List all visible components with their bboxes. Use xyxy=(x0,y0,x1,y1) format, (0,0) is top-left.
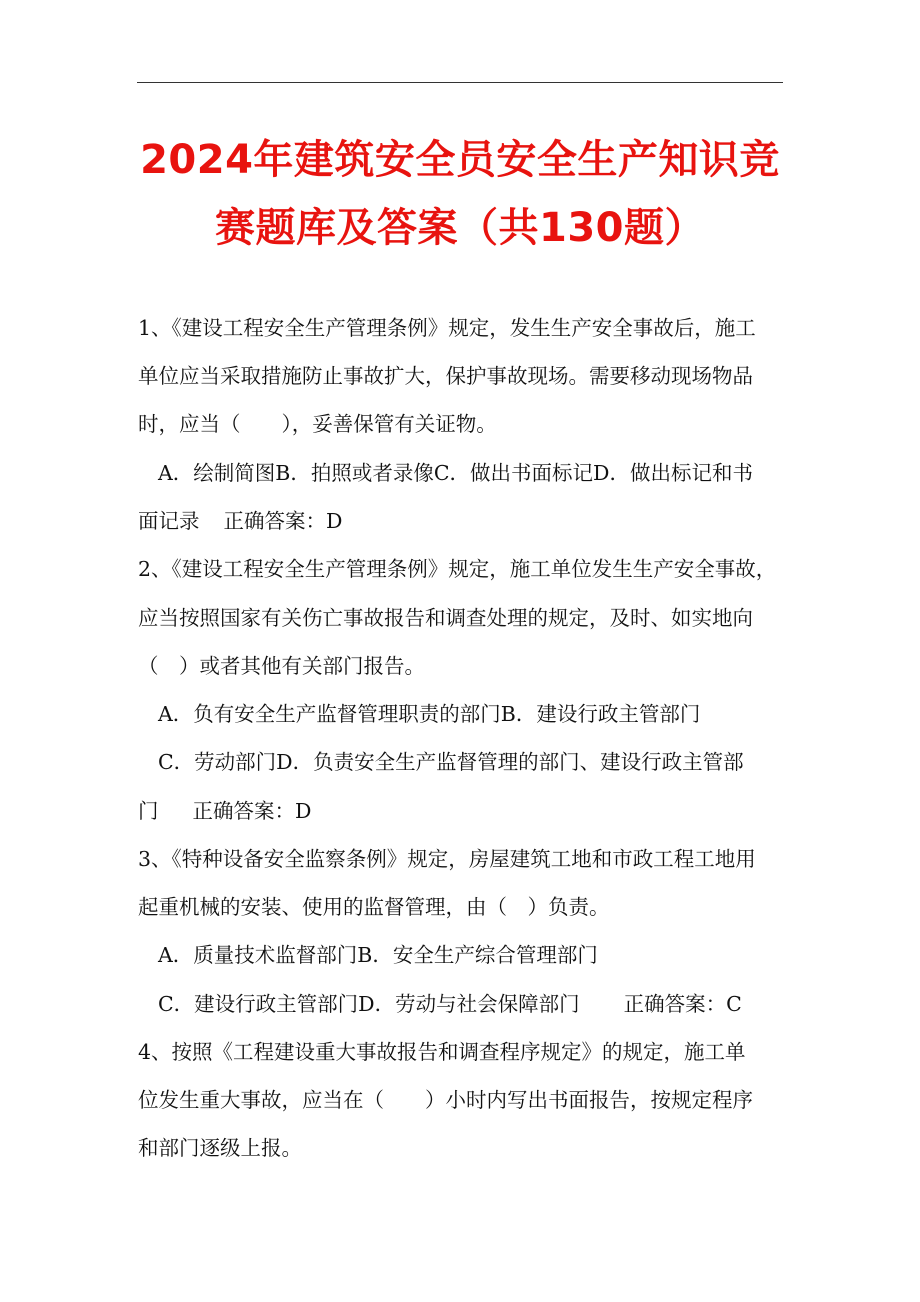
question-1-line-3: 时，应当（ ），妥善保管有关证物。 xyxy=(138,412,497,436)
question-1-answer: 正确答案：D xyxy=(223,509,343,533)
question-3-answer: 正确答案：C xyxy=(623,992,742,1016)
question-1-options: A．绘制简图B．拍照或者录像C．做出书面标记D．做出标记和书 xyxy=(158,461,753,485)
document-title-line-1: 2024年建筑安全员安全生产知识竞 xyxy=(140,137,780,183)
question-1-line-2: 单位应当采取措施防止事故扩大，保护事故现场。需要移动现场物品 xyxy=(138,364,753,388)
question-3-option-ab: A．质量技术监督部门B．安全生产综合管理部门 xyxy=(158,943,598,967)
question-4-line-1: 4、按照《工程建设重大事故报告和调查程序规定》的规定，施工单 xyxy=(138,1040,746,1064)
question-1-line-1: 1、《建设工程安全生产管理条例》规定，发生生产安全事故后，施工 xyxy=(138,316,756,340)
question-2-option-cd: C．劳动部门D．负责安全生产监督管理的部门、建设行政主管部 xyxy=(158,750,744,774)
question-2-answer: 正确答案：D xyxy=(192,799,312,823)
question-3-option-cd: C．建设行政主管部门D．劳动与社会保障部门 xyxy=(158,992,580,1016)
question-1-options-tail: 面记录 xyxy=(138,509,200,533)
question-3-line-1: 3、《特种设备安全监察条例》规定，房屋建筑工地和市政工程工地用 xyxy=(138,847,756,871)
document-title-line-2: 赛题库及答案（共130题） xyxy=(215,205,705,251)
question-3-option-cd-line xyxy=(158,990,742,1018)
question-2-option-ab: A．负有安全生产监督管理职责的部门B．建设行政主管部门 xyxy=(158,702,701,726)
question-2-options-tail: 门 xyxy=(138,799,159,823)
question-4-line-2: 位发生重大事故，应当在（ ）小时内写出书面报告，按规定程序 xyxy=(138,1088,753,1112)
question-3-line-2: 起重机械的安装、使用的监督管理，由（ ）负责。 xyxy=(138,895,610,919)
question-2-line-1: 2、《建设工程安全生产管理条例》规定，施工单位发生生产安全事故， xyxy=(138,557,777,581)
header-rule xyxy=(137,82,783,83)
question-4-line-3: 和部门逐级上报。 xyxy=(138,1136,302,1160)
question-2-answer-line xyxy=(138,797,311,825)
question-2-line-3: （ ）或者其他有关部门报告。 xyxy=(138,654,425,678)
question-1-answer-line xyxy=(138,507,342,535)
question-2-line-2: 应当按照国家有关伤亡事故报告和调查处理的规定，及时、如实地向 xyxy=(138,606,753,630)
